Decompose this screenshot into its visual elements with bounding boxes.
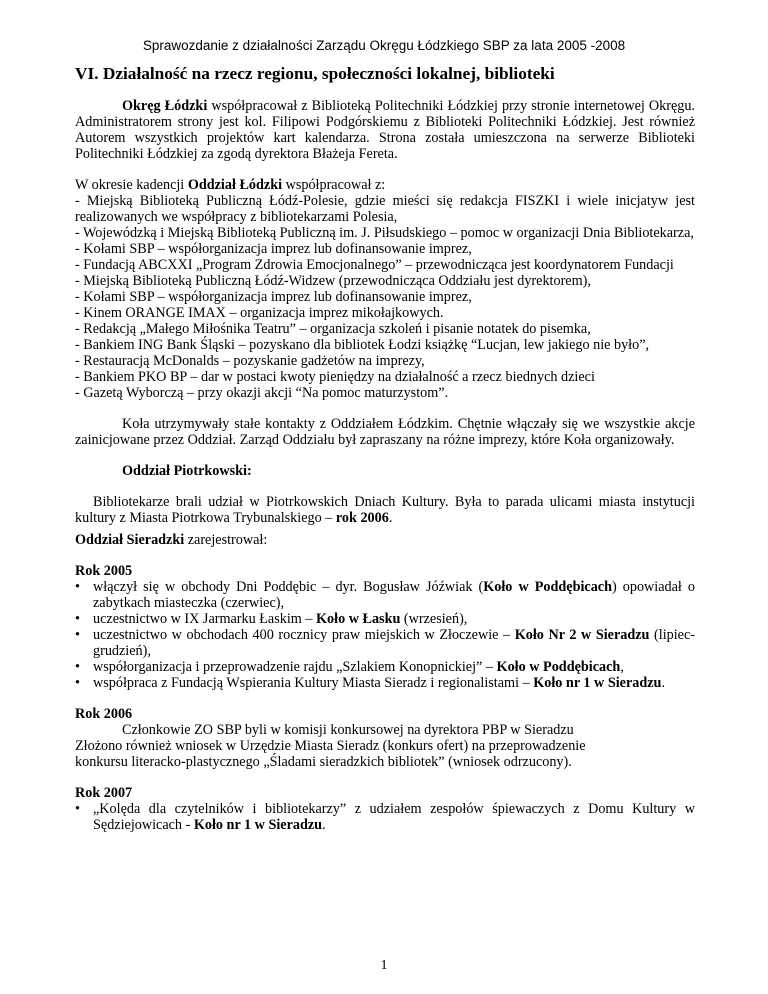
item-bold: Koło w Poddębicach <box>483 579 612 595</box>
item-text-end: (wrzesień), <box>400 611 468 627</box>
year-2005-list <box>75 579 695 691</box>
item-text-end: (lipiec-grudzień), <box>93 627 696 659</box>
year-2007-list <box>75 801 695 833</box>
lodz-item: - Miejską Biblioteką Publiczną Łódź-Polesie, gdzie mieści się redakcja FISZKI i wiele inicjatyw jest realizowanych we współpracy z bibliotekarzami Polesia, <box>75 193 695 225</box>
lodz-lead-after: współpracował z: <box>282 177 386 193</box>
item-text-end: . <box>322 817 326 833</box>
item-bold: Koło nr 1 w Sieradzu <box>193 817 323 833</box>
lodz-item: - Bankiem ING Bank Śląski – pozyskano dla bibliotek Łodzi książkę “Lucjan, lew jakiego nie było”, <box>75 337 650 353</box>
lodz-item: - Miejską Biblioteką Publiczną Łódź-Widzew (przewodnicząca Oddziału jest dyrektorem), <box>75 273 591 289</box>
document-body <box>75 98 695 833</box>
item-bold: Koło w Poddębicach <box>496 659 621 675</box>
year-2006-line: Złożono również wniosek w Urzędzie Miasta Sieradz (konkurs ofert) na przeprowadzenie <box>75 738 586 754</box>
lodz-lead-bold: Oddział Łódzki <box>187 177 283 193</box>
page-number: 1 <box>380 958 388 973</box>
section-title: VI. Działalność na rzecz regionu, społeczności lokalnej, biblioteki <box>75 64 555 83</box>
bullet-icon: • <box>75 579 80 595</box>
item-text: współorganizacja i przeprowadzenie rajdu „Szlakiem Konopnickiej” – <box>93 659 497 675</box>
list-item <box>75 801 695 833</box>
bullet-icon: • <box>75 801 80 817</box>
item-text: „Kolęda dla czytelników i bibliotekarzy” z udziałem zespołów śpiewaczych z Domu Kultury w Sędziejowicach - <box>93 801 695 833</box>
item-text: włączył się w obchody Dni Poddębic – dyr. Bogusław Jóźwiak ( <box>93 579 484 595</box>
lodz-item: - Fundacją ABCXXI „Program Zdrowia Emocjonalnego” – przewodnicząca jest koordynatorem Fundacji <box>75 257 674 273</box>
year-2007-heading <box>75 785 695 801</box>
list-item <box>75 659 695 675</box>
lodz-lead <box>75 177 695 193</box>
lodz-item: - Redakcją „Małego Miłośnika Teatru” – organizacja szkoleń i pisanie notatek do pisemka, <box>75 321 591 337</box>
item-bold: Koło w Łasku <box>316 611 401 627</box>
item-text-end: . <box>661 675 665 691</box>
item-text-end: , <box>620 659 624 675</box>
lodz-item: - Bankiem PKO BP – dar w postaci kwoty pieniędzy na działalność a rzecz biednych dzieci <box>75 369 595 385</box>
lodz-lead-before: W okresie kadencji <box>75 177 188 193</box>
list-item <box>75 611 695 627</box>
year-2006-heading <box>75 706 695 722</box>
sieradz-lead-after: zarejestrował: <box>184 532 268 548</box>
piotrkow-text: Bibliotekarze brali udział w Piotrkowskich Dniach Kultury. Była to parada ulicami miasta instytucji kultury z Miasta Piotrkowa Trybunalskiego – <box>75 494 695 526</box>
item-bold: Koło Nr 2 w Sieradzu <box>514 627 650 643</box>
running-header: Sprawozdanie z działalności Zarządu Okręgu Łódzkiego SBP za lata 2005 -2008 <box>142 38 626 53</box>
item-text: uczestnictwo w IX Jarmarku Łaskim – <box>93 611 316 627</box>
lodz-item: - Restauracją McDonalds – pozyskanie gadżetów na imprezy, <box>75 353 425 369</box>
lodz-item: - Kołami SBP – współorganizacja imprez lub dofinansowanie imprez, <box>75 241 472 257</box>
bullet-icon: • <box>75 611 80 627</box>
sieradz-lead-bold: Oddział Sieradzki <box>75 532 185 548</box>
year-2006-line: konkursu literacko-plastycznego „Śladami sieradzkich bibliotek” (wniosek odrzucony). <box>75 754 572 770</box>
piotrkow-heading: Oddział Piotrkowski: <box>122 463 252 479</box>
bullet-icon: • <box>75 675 80 691</box>
lodz-item: - Wojewódzką i Miejską Biblioteką Publiczną im. J. Piłsudskiego – pomoc w organizacji Dnia Bibliotekarza, <box>75 225 694 241</box>
intro-text: współpracował z Biblioteką Politechniki Łódzkiej przy stronie internetowej Okręgu. Administratorem strony jest kol. Filipowi Podgórskiemu z Biblioteki Politechniki Łódzkiej. Jest również Autorem wszystkich projektów kart kalendarza. Strona została umieszczona na serwerze Biblioteki Politechniki Łódzkiej za zgodą dyrektora Błażeja Fereta. <box>75 98 695 162</box>
piotrkow-text-end: . <box>388 510 393 526</box>
piotrkow-year: rok 2006 <box>335 510 389 526</box>
item-bold: Koło nr 1 w Sieradzu <box>533 675 662 691</box>
lodz-item: - Kołami SBP – współorganizacja imprez lub dofinansowanie imprez, <box>75 289 472 305</box>
list-item <box>75 675 695 691</box>
item-text: uczestnictwo w obchodach 400 rocznicy praw miejskich w Złoczewie – <box>93 627 515 643</box>
piotrkow-paragraph <box>75 494 695 526</box>
year-2007-label: Rok 2007 <box>75 785 133 801</box>
year-2005-label: Rok 2005 <box>75 563 133 579</box>
bullet-icon: • <box>75 659 80 675</box>
lodz-closing: Koła utrzymywały stałe kontakty z Oddziałem Łódzkim. Chętnie włączały się we wszystkie akcje zainicjowane przez Oddział. Zarząd Oddziału był zapraszany na różne imprezy, które Koła organizowały. <box>75 416 695 448</box>
lodz-item: - Kinem ORANGE IMAX – organizacja imprez mikołajkowych. <box>75 305 444 321</box>
lodz-item: - Gazetą Wyborczą – przy okazji akcji “Na pomoc maturzystom”. <box>75 385 449 401</box>
sieradz-lead <box>75 532 695 548</box>
intro-paragraph <box>75 98 695 162</box>
year-2005-heading <box>75 563 695 579</box>
list-item <box>75 627 695 659</box>
bullet-icon: • <box>75 627 80 643</box>
year-2006-line: Członkowie ZO SBP byli w komisji konkursowej na dyrektora PBP w Sieradzu <box>122 722 574 738</box>
item-text-end: ) opowiadał o zabytkach miasteczka (czerwiec), <box>93 579 695 611</box>
list-item <box>75 579 695 611</box>
item-text: współpraca z Fundacją Wspierania Kultury Miasta Sieradz i regionalistami – <box>93 675 534 691</box>
intro-bold-lead: Okręg Łódzki <box>122 98 208 114</box>
year-2006-label: Rok 2006 <box>75 706 133 722</box>
